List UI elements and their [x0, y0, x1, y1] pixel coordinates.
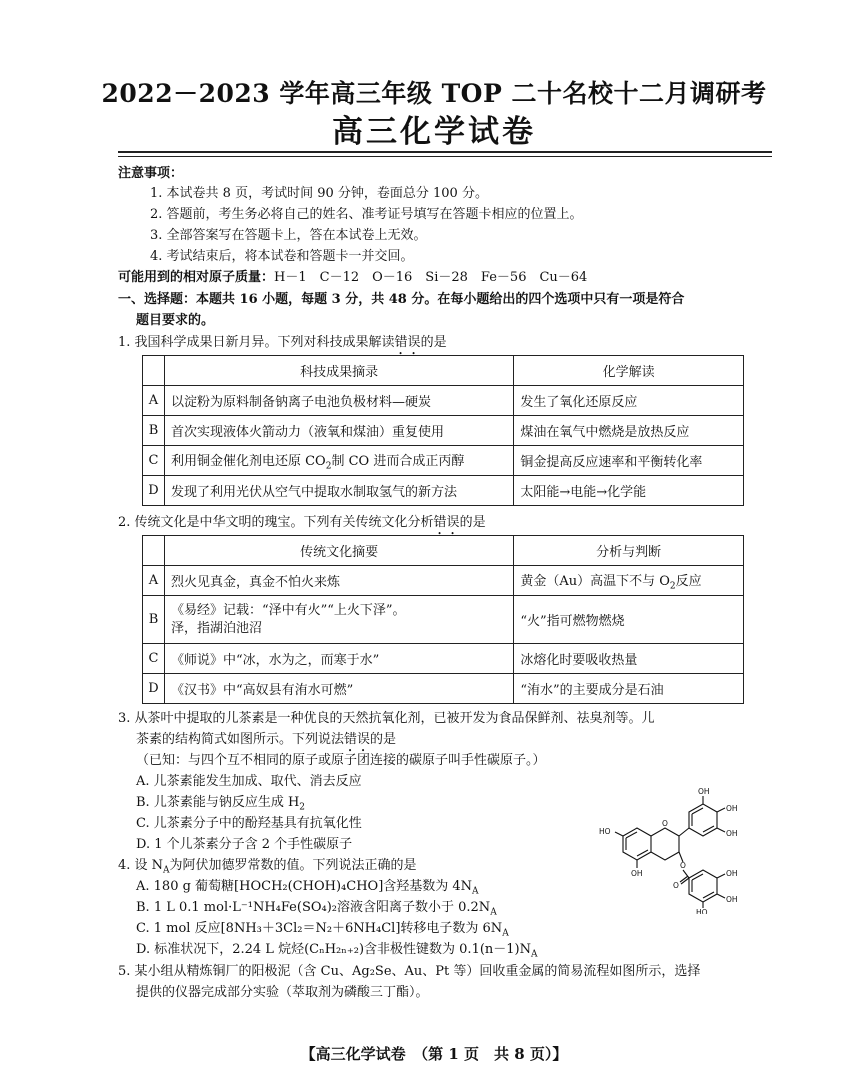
q3-stem-tail: 的是: [370, 732, 397, 747]
label-ho-a1: HO: [599, 827, 611, 836]
q2-stem-tail: 的是: [459, 515, 486, 530]
q4-option-c: [136, 920, 509, 943]
q2-row-key: A: [143, 566, 165, 596]
table-row: [143, 566, 744, 596]
table-row: [143, 476, 744, 506]
table-row: [143, 596, 744, 644]
notice-item-2: 2. 答题前，考生务必将自己的姓名、准考证号填写在答题卡相应的位置上。: [150, 207, 583, 222]
table-row: [143, 674, 744, 704]
q3-stem-emphasis: 错误: [344, 732, 371, 747]
q3-option-b-subscript: 2: [299, 802, 306, 813]
q4-option-a-text: A. 180 g 葡萄糖[HOCH₂(CHOH)₄CHO]含羟基数为 4N: [136, 879, 473, 894]
q2-row-a-col1: 烈火见真金，真金不怕火来炼: [164, 566, 513, 596]
q2-stem-emphasis: 错误: [433, 515, 460, 530]
q1-row-key: A: [143, 386, 165, 416]
notice-item-3: 3. 全部答案写在答题卡上，答在本试卷上无效。: [150, 228, 427, 243]
ring-d: [689, 870, 717, 902]
label-oh-b2: OH: [726, 804, 738, 813]
notice-item-4: 4. 考试结束后，将本试卷和答题卡一并交回。: [150, 249, 414, 264]
section1-heading-line1: 一、选择题：本题共 16 小题，每题 3 分，共 48 分。在每小题给出的四个选项中只有一项是符合: [118, 292, 685, 307]
q2-row-d-col1: 《汉书》中“高奴县有洧水可燃”: [164, 674, 513, 704]
q1-row-c-text-b: 制 CO 进而合成正丙醇: [331, 453, 465, 469]
q2-row-key: B: [143, 596, 165, 644]
q3-option-b: [136, 794, 305, 817]
exam-title-line1: 2022－2023 学年高三年级 TOP 二十名校十二月调研考: [101, 79, 767, 108]
q2-row-d-col2: “洧水”的主要成分是石油: [514, 674, 744, 704]
title-rule-thin: [118, 156, 772, 157]
q2-row-a-text-a: 黄金（Au）高温下不与 O: [520, 573, 670, 589]
q3-option-c: C. 儿茶素分子中的酚羟基具有抗氧化性: [136, 816, 362, 831]
label-ho-d3: HO: [696, 908, 708, 914]
q1-header-col2: 化学解读: [514, 356, 744, 386]
q4-option-c-subscript: A: [502, 928, 509, 939]
q2-row-c-col2: 冰熔化时要吸收热量: [514, 644, 744, 674]
q1-stem-emphasis: 错误: [394, 335, 421, 350]
q1-row-d-col2: 太阳能→电能→化学能: [514, 476, 744, 506]
table-row: [143, 386, 744, 416]
q2-row-b-line1: 《易经》记载：“泽中有火”“上火下泽”。: [170, 602, 406, 618]
q4-option-a-subscript: A: [472, 886, 479, 897]
q1-row-key: B: [143, 416, 165, 446]
q1-stem-tail: 的是: [420, 335, 447, 350]
q1-row-c-col2: 铜金提高反应速率和平衡转化率: [514, 446, 744, 476]
q1-stem-text: 1. 我国科学成果日新月异。下列对科技成果解读: [118, 335, 395, 350]
title-rule-thick: [118, 151, 772, 153]
q2-row-key: C: [143, 644, 165, 674]
q2-row-a-subscript: 2: [669, 581, 676, 592]
ring-b: [689, 804, 717, 836]
q3-note: （已知：与四个互不相同的原子或原子团连接的碳原子叫手性碳原子。）: [136, 753, 546, 768]
q4-stem: [118, 857, 417, 880]
q4-option-b-subscript: A: [490, 907, 497, 918]
q2-header-col1: 传统文化摘要: [164, 536, 513, 566]
q2-table: [142, 535, 744, 704]
notice-item-1: 1. 本试卷共 8 页，考试时间 90 分钟，卷面总分 100 分。: [150, 186, 488, 201]
table-row: [143, 416, 744, 446]
q4-option-d: [136, 941, 538, 964]
q2-row-b-col2: “火”指可燃物燃烧: [514, 596, 744, 644]
q3-option-d: D. 1 个儿茶素分子含 2 个手性碳原子: [136, 837, 353, 852]
exam-title-line2: 高三化学试卷: [332, 114, 536, 150]
atomic-mass-label: 可能用到的相对原子质量：: [118, 270, 275, 285]
q1-row-b-col2: 煤油在氧气中燃烧是放热反应: [514, 416, 744, 446]
label-o-ring: O: [662, 819, 668, 828]
label-oh-a2: OH: [631, 869, 643, 878]
q4-stem-tail: 为阿伏加德罗常数的值。下列说法正确的是: [169, 858, 417, 873]
q2-row-c-col1: 《师说》中“冰，水为之，而寒于水”: [164, 644, 513, 674]
atomic-mass-line: [118, 269, 587, 287]
q2-row-key: D: [143, 674, 165, 704]
q1-table-header-row: [143, 356, 744, 386]
atomic-mass-values: H－1 C－12 O－16 Si－28 Fe－56 Cu－64: [274, 270, 588, 285]
q4-stem-subscript: A: [163, 865, 170, 876]
q2-header-col2: 分析与判断: [514, 536, 744, 566]
q5-stem-line2: 提供的仪器完成部分实验（萃取剂为磷酸三丁酯）。: [136, 985, 429, 1000]
q2-row-b-line2: 泽，指湖泊池沼: [170, 620, 262, 636]
q4-option-b-text: B. 1 L 0.1 mol·L⁻¹NH₄Fe(SO₄)₂溶液含阳离子数小于 0.2N: [136, 900, 491, 915]
section1-heading-line2: 题目要求的。: [136, 313, 215, 328]
q1-row-a-col2: 发生了氧化还原反应: [514, 386, 744, 416]
q5-stem-line1: 5. 某小组从精炼铜厂的阳极泥（含 Cu、Ag₂Se、Au、Pt 等）回收重金属的简易流程如图所示，选择: [118, 964, 701, 979]
label-oh-b1: OH: [698, 787, 710, 796]
ring-a: [623, 828, 651, 860]
q1-row-key: C: [143, 446, 165, 476]
q2-row-a-text-b: 反应: [675, 573, 702, 589]
q2-stem-text: 2. 传统文化是中华文明的瑰宝。下列有关传统文化分析: [118, 515, 434, 530]
q4-option-a: [136, 878, 479, 901]
q1-row-c-col1: [164, 446, 513, 476]
table-row: [143, 446, 744, 476]
q1-header-col1: 科技成果摘录: [164, 356, 513, 386]
q3-stem-text: 茶素的结构简式如图所示。下列说法: [136, 732, 345, 747]
q1-table: [142, 355, 744, 506]
ring-c: [651, 828, 679, 860]
q3-option-a: A. 儿茶素能发生加成、取代、消去反应: [136, 774, 362, 789]
table-row: [143, 644, 744, 674]
q3-option-b-text: B. 儿茶素能与钠反应生成 H: [136, 795, 300, 810]
catechin-structure-diagram: [585, 784, 780, 914]
label-oh-d1: OH: [726, 869, 738, 878]
q1-row-a-col1: 以淀粉为原料制备钠离子电池负极材料—硬炭: [164, 386, 513, 416]
q1-row-d-col1: 发现了利用光伏从空气中提取水制取氢气的新方法: [164, 476, 513, 506]
q3-stem-line1: 3. 从茶叶中提取的儿茶素是一种优良的天然抗氧化剂，已被开发为食品保鲜剂、祛臭剂等。儿: [118, 711, 655, 726]
q1-row-key: D: [143, 476, 165, 506]
q1-row-c-subscript: 2: [325, 461, 332, 472]
q1-header-blank: [143, 356, 165, 386]
label-o-carbonyl: O: [673, 881, 679, 890]
q4-option-d-text: D. 标准状况下，2.24 L 烷烃(CₙH₂ₙ₊₂)含非极性键数为 0.1(n－1)N: [136, 942, 531, 957]
q4-stem-text: 4. 设 N: [118, 858, 164, 873]
q2-row-b-col1: [164, 596, 513, 644]
q1-row-b-col1: 首次实现液体火箭动力（液氧和煤油）重复使用: [164, 416, 513, 446]
notice-heading: 注意事项：: [118, 166, 184, 181]
q2-header-blank: [143, 536, 165, 566]
q4-option-b: [136, 899, 497, 922]
label-oh-d2: OH: [726, 895, 738, 904]
q2-row-a-col2: [514, 566, 744, 596]
q4-option-c-text: C. 1 mol 反应[8NH₃＋3Cl₂＝N₂＋6NH₄Cl]转移电子数为 6N: [136, 921, 503, 936]
label-o-ester: O: [680, 861, 686, 870]
q4-option-d-subscript: A: [531, 949, 538, 960]
q2-table-header-row: [143, 536, 744, 566]
q1-row-c-text-a: 利用铜金催化剂电还原 CO: [170, 453, 326, 469]
page-footer: 【高三化学试卷 （第 1 页 共 8 页）】: [300, 1045, 568, 1063]
label-oh-b3: OH: [726, 829, 738, 838]
